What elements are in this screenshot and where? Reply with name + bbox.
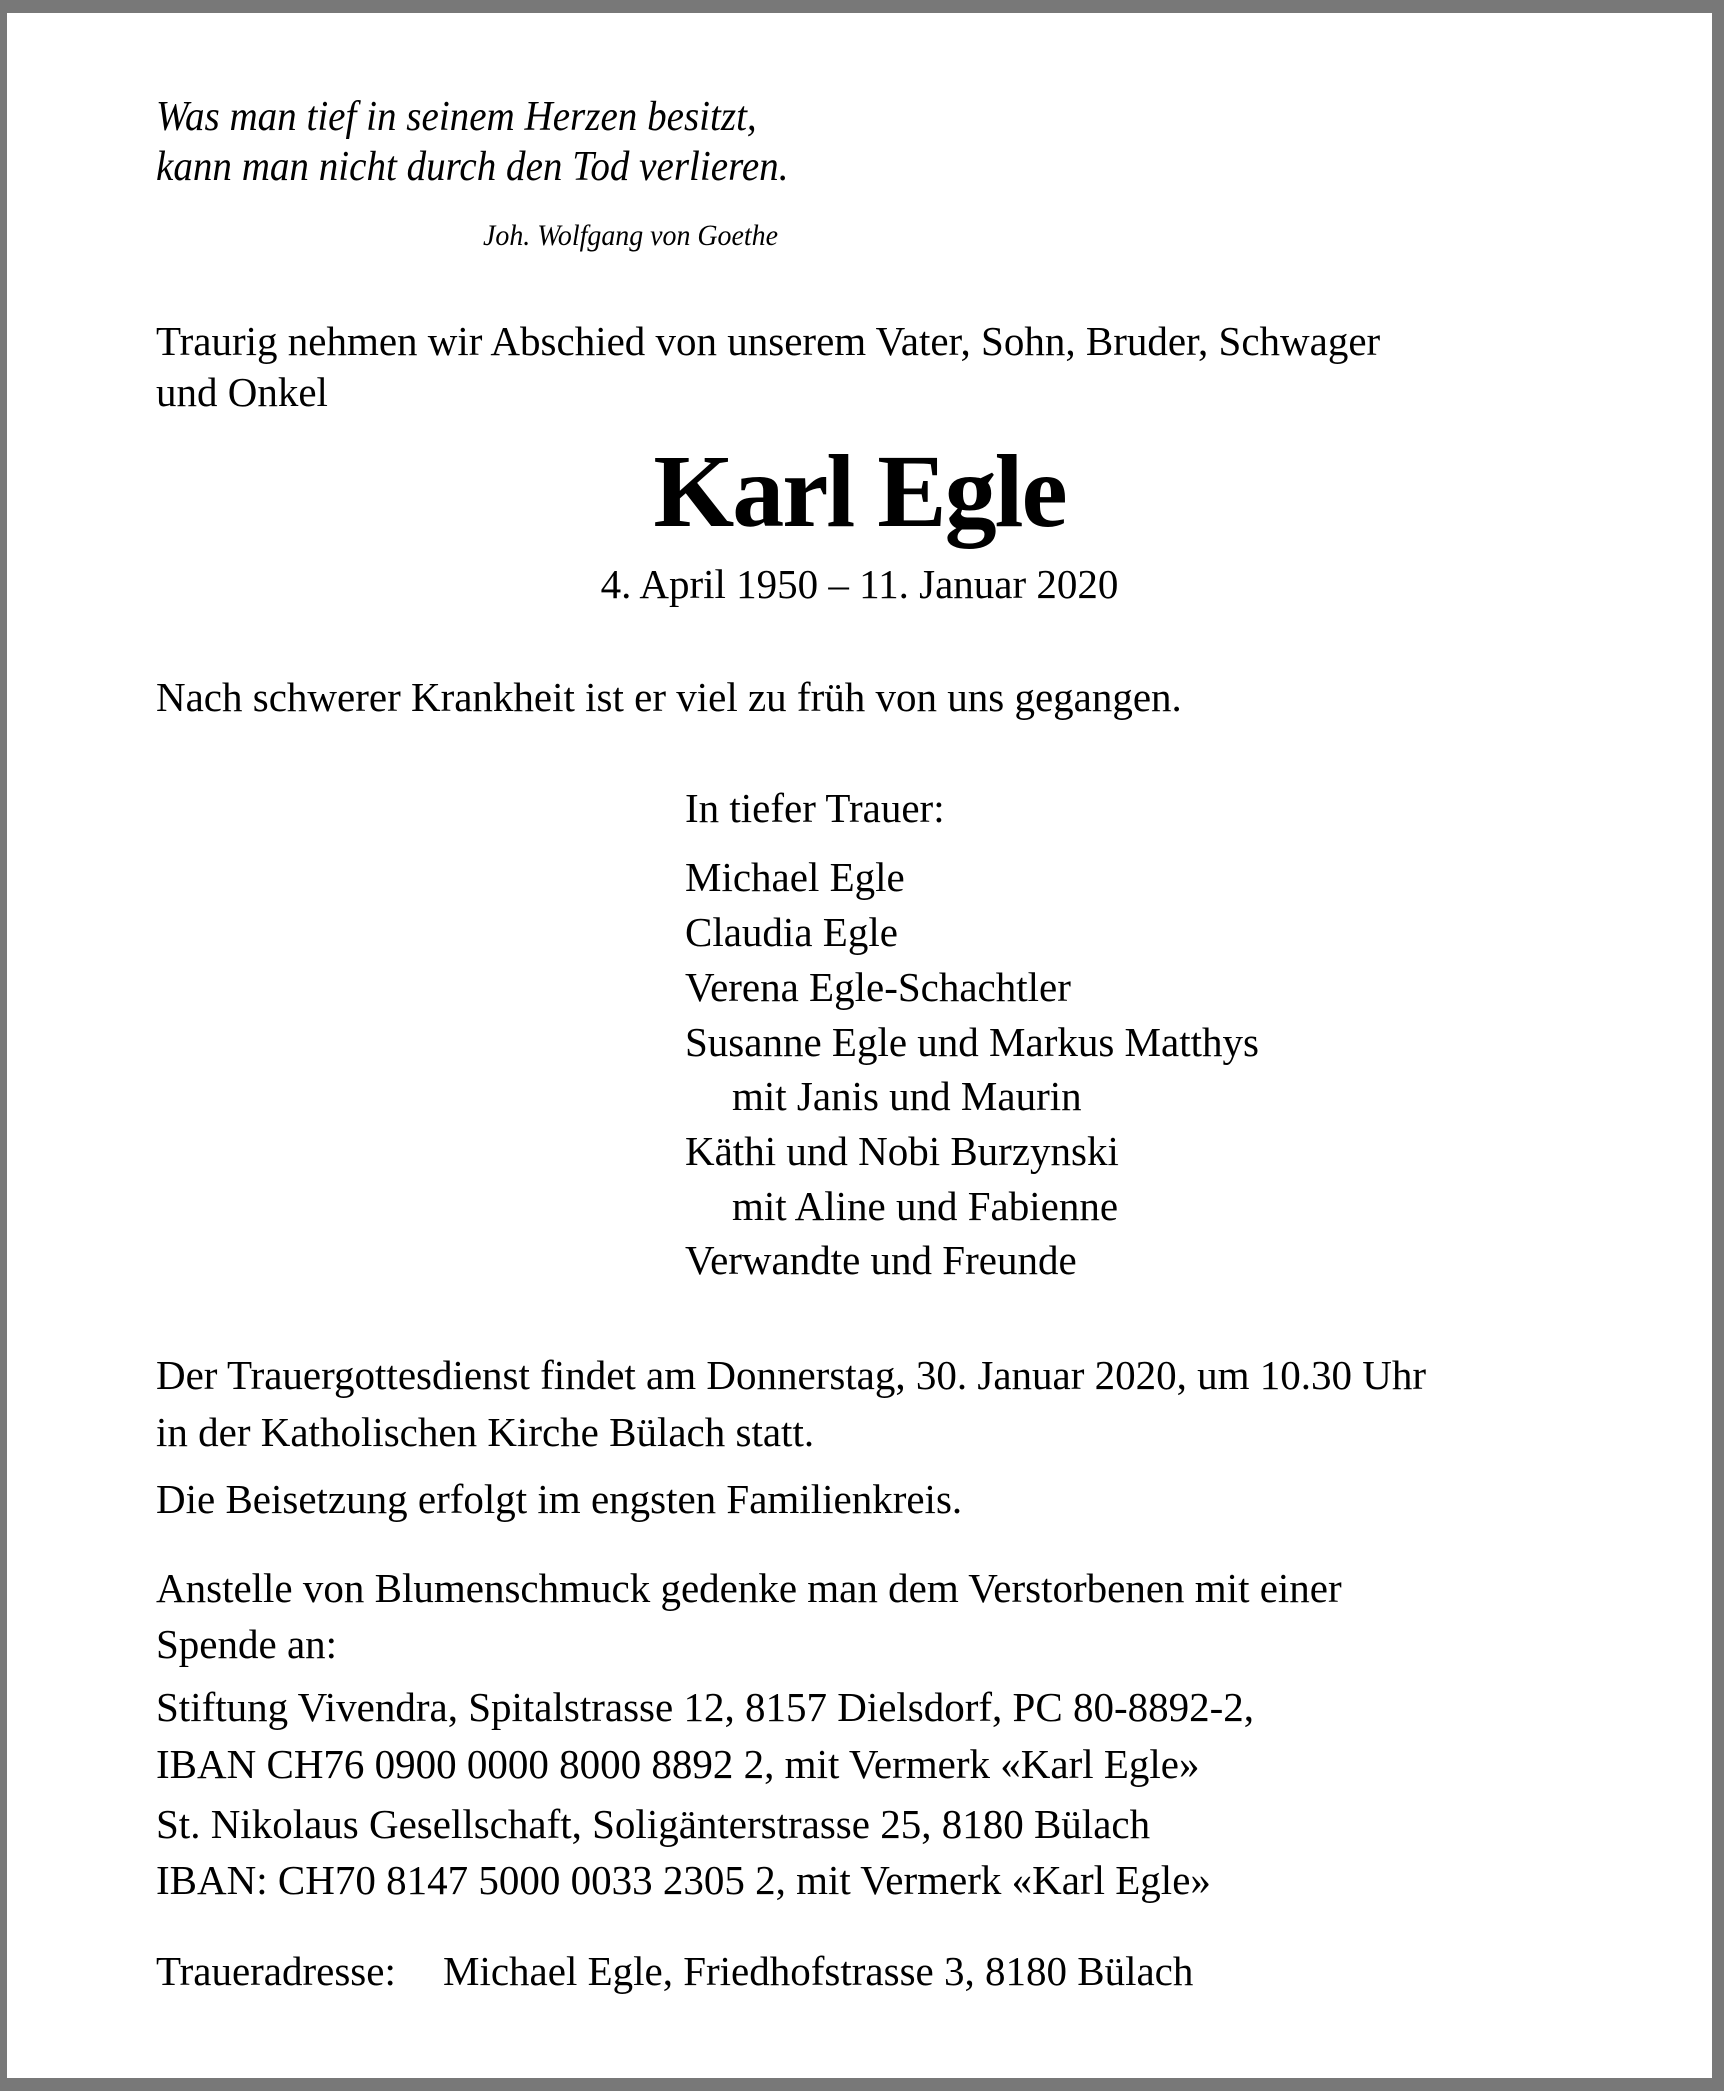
mourner-name: Claudia Egle bbox=[685, 909, 898, 955]
mourner-name: Susanne Egle und Markus Matthys bbox=[685, 1019, 1259, 1065]
donation-recipient-2: IBAN: CH70 8147 5000 0033 2305 2, mit Vermerk «Karl Egle» bbox=[156, 1857, 1211, 1903]
mourner-name: Verwandte und Freunde bbox=[685, 1237, 1077, 1283]
mourners-heading: In tiefer Trauer: bbox=[685, 785, 945, 831]
quote-line: Was man tief in seinem Herzen besitzt, bbox=[156, 94, 757, 140]
service-line: Der Trauergottesdienst findet am Donnerstag, 30. Januar 2020, um 10.30 Uhr bbox=[156, 1352, 1427, 1398]
mourner-name: mit Janis und Maurin bbox=[732, 1073, 1082, 1119]
burial-note: Die Beisetzung erfolgt im engsten Familienkreis. bbox=[156, 1476, 963, 1522]
mourner-name: mit Aline und Fabienne bbox=[732, 1183, 1119, 1229]
life-dates: 4. April 1950 – 11. Januar 2020 bbox=[600, 561, 1119, 607]
obituary-page bbox=[7, 13, 1712, 2078]
address-value: Michael Egle, Friedhofstrasse 3, 8180 Bülach bbox=[443, 1948, 1194, 1994]
donation-recipient-1: IBAN CH76 0900 0000 8000 8892 2, mit Vermerk «Karl Egle» bbox=[156, 1741, 1200, 1787]
statement: Nach schwerer Krankheit ist er viel zu früh von uns gegangen. bbox=[156, 674, 1182, 720]
quote-line: kann man nicht durch den Tod verlieren. bbox=[156, 144, 789, 190]
donation-intro: Anstelle von Blumenschmuck gedenke man dem Verstorbenen mit einer bbox=[156, 1565, 1342, 1611]
mourner-name: Verena Egle-Schachtler bbox=[685, 964, 1071, 1010]
intro-line: Traurig nehmen wir Abschied von unserem Vater, Sohn, Bruder, Schwager bbox=[156, 318, 1381, 364]
donation-recipient-1: Stiftung Vivendra, Spitalstrasse 12, 8157 Dielsdorf, PC 80-8892-2, bbox=[156, 1684, 1255, 1730]
intro-line: und Onkel bbox=[156, 369, 328, 415]
mourner-name: Käthi und Nobi Burzynski bbox=[685, 1128, 1119, 1174]
address-label: Traueradresse: bbox=[156, 1948, 396, 1994]
mourner-name: Michael Egle bbox=[685, 854, 905, 900]
quote-author: Joh. Wolfgang von Goethe bbox=[483, 219, 778, 252]
deceased-name: Karl Egle bbox=[653, 434, 1066, 549]
donation-intro: Spende an: bbox=[156, 1621, 338, 1667]
service-line: in der Katholischen Kirche Bülach statt. bbox=[156, 1409, 815, 1455]
donation-recipient-2: St. Nikolaus Gesellschaft, Soligänterstrasse 25, 8180 Bülach bbox=[156, 1801, 1151, 1847]
